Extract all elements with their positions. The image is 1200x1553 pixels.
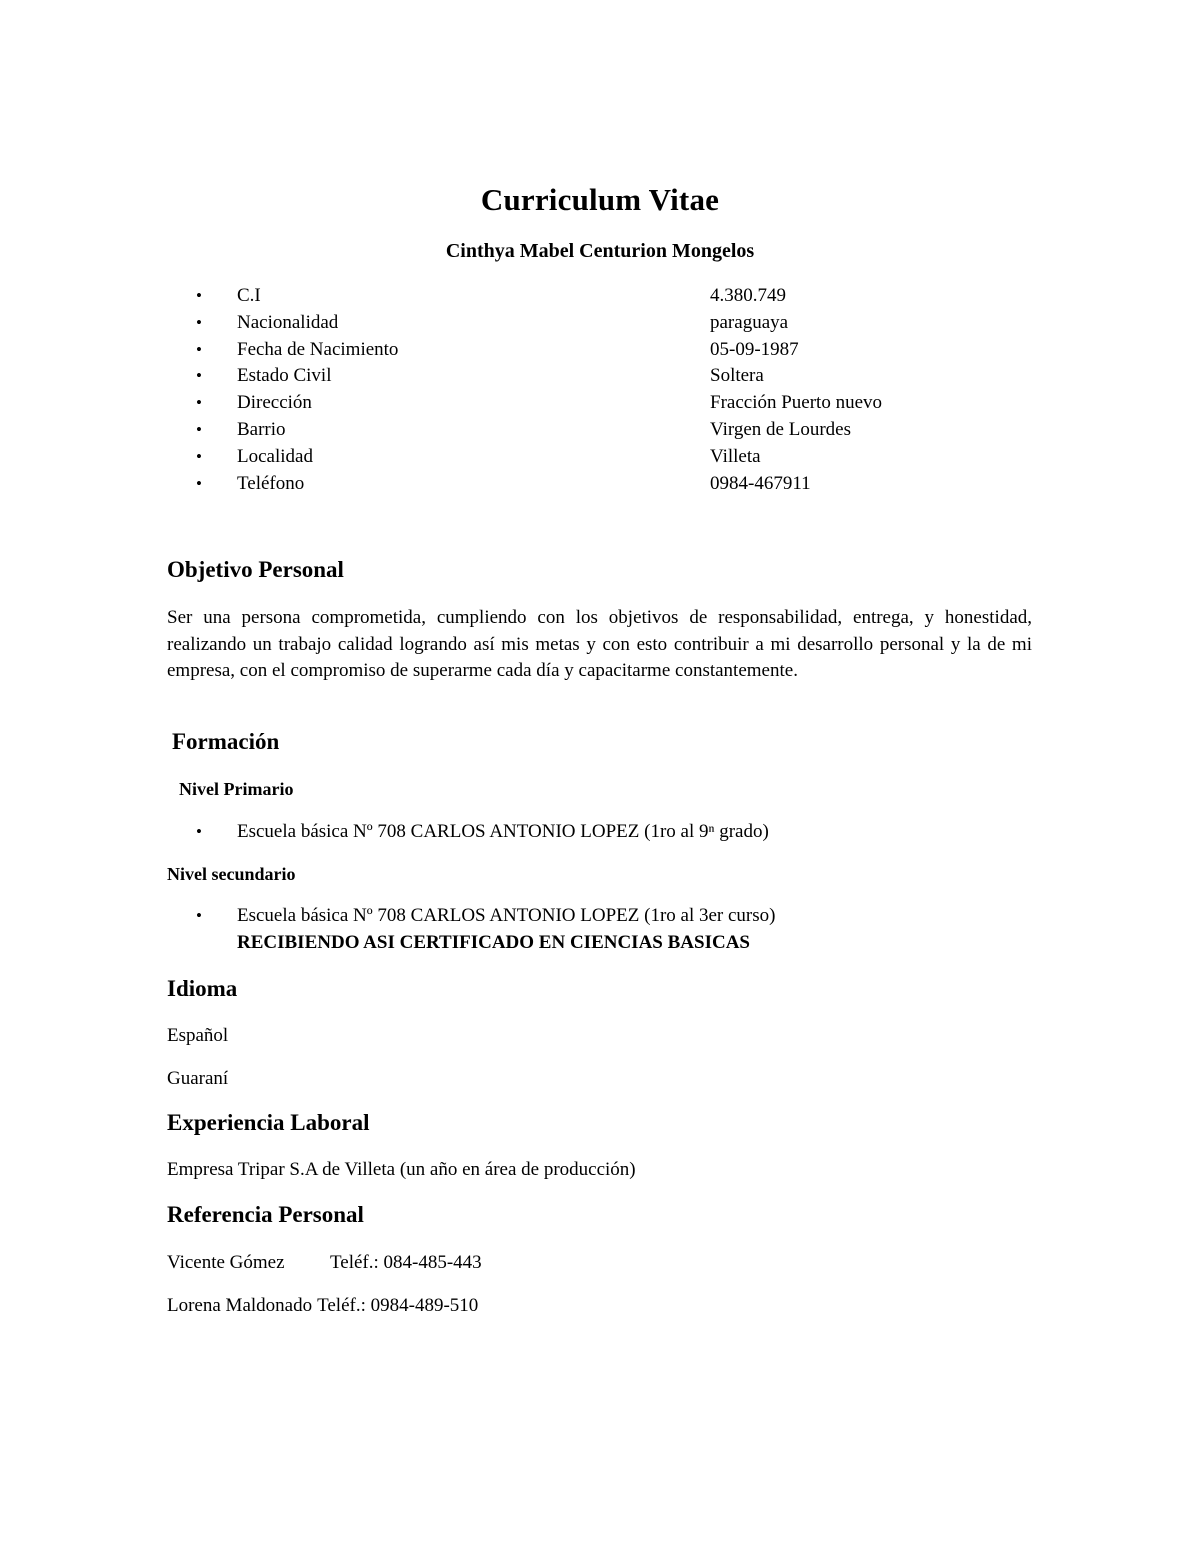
- bullet-icon: •: [196, 473, 202, 493]
- info-row-estado-civil: [196, 363, 996, 390]
- info-value: Fracción Puerto nuevo: [710, 392, 883, 414]
- info-label: Fecha de Nacimiento: [237, 338, 399, 360]
- heading-formacion: Formación: [172, 729, 280, 754]
- idioma-item: Español: [167, 1025, 229, 1046]
- info-value: Soltera: [710, 365, 764, 387]
- heading-nivel-secundario: Nivel secundario: [167, 864, 296, 884]
- info-row-barrio: [196, 417, 996, 444]
- bullet-icon: •: [196, 393, 202, 413]
- info-value: 05-09-1987: [710, 338, 799, 360]
- secundario-school: Escuela básica Nº 708 CARLOS ANTONIO LOPEZ (1ro al 3er curso): [237, 905, 776, 926]
- person-name: Cinthya Mabel Centurion Mongelos: [445, 240, 755, 262]
- info-label: Estado Civil: [237, 365, 332, 387]
- referencia-phone: Teléf.: 0984-489-510: [317, 1295, 479, 1316]
- heading-experiencia-laboral: Experiencia Laboral: [167, 1110, 370, 1135]
- info-label: Localidad: [237, 445, 313, 467]
- idioma-item: Guaraní: [167, 1068, 229, 1089]
- info-value: Virgen de Lourdes: [710, 418, 851, 440]
- heading-objetivo-personal: Objetivo Personal: [167, 557, 344, 582]
- info-row-ci: [196, 283, 996, 310]
- personal-info-list: [196, 283, 996, 497]
- info-value: 4.380.749: [710, 285, 786, 306]
- bullet-icon: •: [196, 366, 202, 386]
- objetivo-text: Ser una persona comprometida, cumpliendo con los objetivos de responsabilidad, entrega, y honestidad, realizando un trabajo calidad logrando así mis metas y con esto contribuir a mi desarrollo personal y la de mi empresa, con el compromiso de superarme cada día y capacitarme constantemente.: [167, 607, 1032, 682]
- bullet-icon: •: [196, 822, 202, 841]
- info-label: Teléfono: [237, 472, 305, 494]
- bullet-icon: •: [196, 906, 202, 925]
- bullet-icon: •: [196, 312, 202, 332]
- bullet-icon: •: [196, 339, 202, 359]
- secundario-certificate: RECIBIENDO ASI CERTIFICADO EN CIENCIAS BASICAS: [237, 932, 750, 953]
- referencia-name: Lorena Maldonado: [167, 1295, 313, 1316]
- experiencia-text: Empresa Tripar S.A de Villeta (un año en área de producción): [167, 1159, 636, 1180]
- info-value: Villeta: [710, 445, 761, 467]
- info-row-nacionalidad: [196, 310, 996, 337]
- primario-school: Escuela básica Nº 708 CARLOS ANTONIO LOPEZ (1ro al 9ⁿ grado): [237, 821, 769, 842]
- referencia-name: Vicente Gómez: [167, 1252, 285, 1273]
- bullet-icon: •: [196, 419, 202, 439]
- heading-referencia-personal: Referencia Personal: [167, 1202, 364, 1227]
- info-value: paraguaya: [710, 311, 789, 333]
- bullet-icon: •: [196, 286, 202, 305]
- info-label: Dirección: [237, 392, 312, 414]
- info-label: Barrio: [237, 418, 286, 440]
- info-label: C.I: [237, 285, 261, 306]
- info-row-telefono: [196, 471, 996, 498]
- page-title: Curriculum Vitae: [480, 182, 720, 217]
- info-row-localidad: [196, 444, 996, 471]
- info-value: 0984-467911: [710, 472, 811, 494]
- info-label: Nacionalidad: [237, 311, 339, 333]
- referencia-phone: Teléf.: 084-485-443: [330, 1252, 482, 1273]
- info-row-direccion: [196, 390, 996, 417]
- heading-nivel-primario: Nivel Primario: [179, 779, 294, 799]
- info-row-fecha-nacimiento: [196, 337, 996, 364]
- referencia-item: [167, 1293, 478, 1319]
- referencia-item: [167, 1250, 482, 1276]
- heading-idioma: Idioma: [167, 976, 238, 1001]
- bullet-icon: •: [196, 446, 202, 466]
